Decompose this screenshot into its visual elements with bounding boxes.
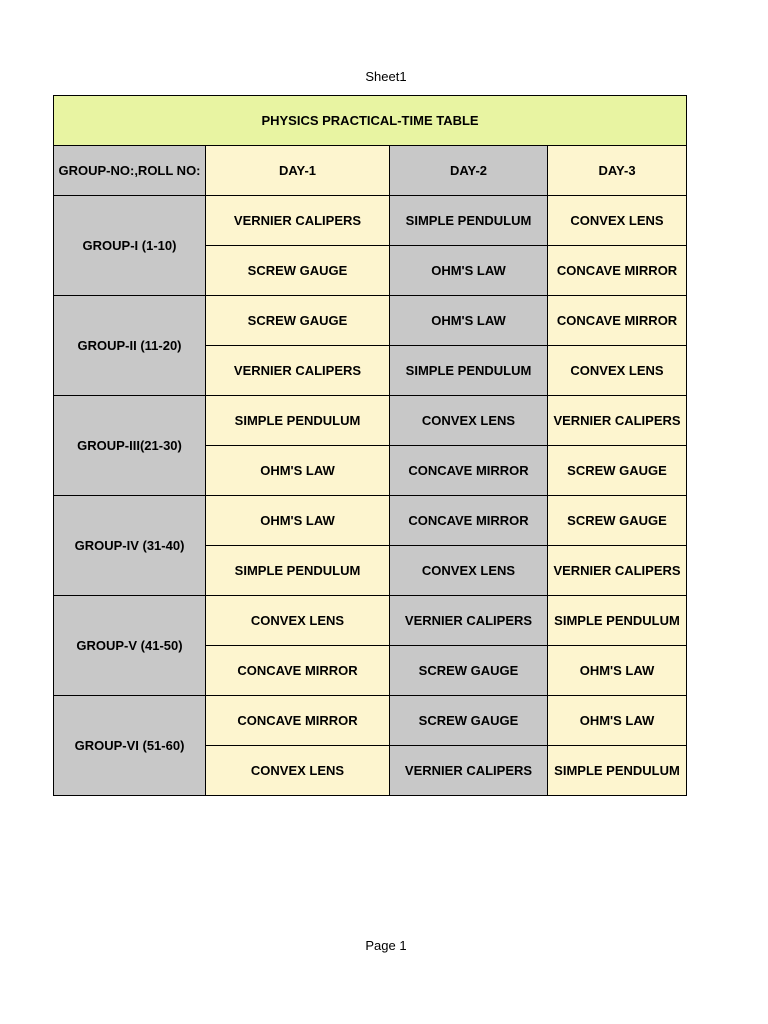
table-title: PHYSICS PRACTICAL-TIME TABLE xyxy=(54,96,687,146)
experiment-cell-day-1: OHM'S LAW xyxy=(206,496,390,546)
experiment-cell-day-3: CONCAVE MIRROR xyxy=(548,246,687,296)
table-row xyxy=(54,396,687,446)
table-row xyxy=(54,596,687,646)
experiment-cell-day-3: VERNIER CALIPERS xyxy=(548,396,687,446)
timetable-body xyxy=(54,96,687,796)
experiment-cell-day-2: SCREW GAUGE xyxy=(390,696,548,746)
experiment-cell-day-1: VERNIER CALIPERS xyxy=(206,346,390,396)
header-row xyxy=(54,146,687,196)
experiment-cell-day-2: CONCAVE MIRROR xyxy=(390,496,548,546)
experiment-cell-day-3: OHM'S LAW xyxy=(548,646,687,696)
group-label: GROUP-IV (31-40) xyxy=(54,496,206,596)
experiment-cell-day-3: CONCAVE MIRROR xyxy=(548,296,687,346)
experiment-cell-day-2: SIMPLE PENDULUM xyxy=(390,196,548,246)
experiment-cell-day-3: OHM'S LAW xyxy=(548,696,687,746)
experiment-cell-day-2: CONVEX LENS xyxy=(390,396,548,446)
experiment-cell-day-3: CONVEX LENS xyxy=(548,196,687,246)
group-label: GROUP-V (41-50) xyxy=(54,596,206,696)
column-header-day-1: DAY-1 xyxy=(206,146,390,196)
experiment-cell-day-1: CONVEX LENS xyxy=(206,746,390,796)
column-header-day-2: DAY-2 xyxy=(390,146,548,196)
experiment-cell-day-1: CONCAVE MIRROR xyxy=(206,696,390,746)
group-label: GROUP-III(21-30) xyxy=(54,396,206,496)
experiment-cell-day-2: OHM'S LAW xyxy=(390,296,548,346)
experiment-cell-day-3: SIMPLE PENDULUM xyxy=(548,596,687,646)
experiment-cell-day-1: SCREW GAUGE xyxy=(206,296,390,346)
table-row xyxy=(54,296,687,346)
experiment-cell-day-1: CONCAVE MIRROR xyxy=(206,646,390,696)
experiment-cell-day-1: CONVEX LENS xyxy=(206,596,390,646)
column-header-day-3: DAY-3 xyxy=(548,146,687,196)
timetable xyxy=(53,95,687,796)
title-row xyxy=(54,96,687,146)
sheet-name: Sheet1 xyxy=(365,69,407,84)
group-label: GROUP-I (1-10) xyxy=(54,196,206,296)
table-row xyxy=(54,496,687,546)
table-row xyxy=(54,196,687,246)
experiment-cell-day-2: CONVEX LENS xyxy=(390,546,548,596)
experiment-cell-day-2: CONCAVE MIRROR xyxy=(390,446,548,496)
experiment-cell-day-3: CONVEX LENS xyxy=(548,346,687,396)
page-footer: Page 1 xyxy=(365,938,407,953)
experiment-cell-day-1: OHM'S LAW xyxy=(206,446,390,496)
experiment-cell-day-2: VERNIER CALIPERS xyxy=(390,746,548,796)
experiment-cell-day-3: SIMPLE PENDULUM xyxy=(548,746,687,796)
experiment-cell-day-3: VERNIER CALIPERS xyxy=(548,546,687,596)
experiment-cell-day-1: SCREW GAUGE xyxy=(206,246,390,296)
experiment-cell-day-1: SIMPLE PENDULUM xyxy=(206,396,390,446)
table-row xyxy=(54,696,687,746)
group-label: GROUP-II (11-20) xyxy=(54,296,206,396)
experiment-cell-day-3: SCREW GAUGE xyxy=(548,446,687,496)
experiment-cell-day-2: SIMPLE PENDULUM xyxy=(390,346,548,396)
experiment-cell-day-2: OHM'S LAW xyxy=(390,246,548,296)
experiment-cell-day-2: SCREW GAUGE xyxy=(390,646,548,696)
experiment-cell-day-1: SIMPLE PENDULUM xyxy=(206,546,390,596)
group-label: GROUP-VI (51-60) xyxy=(54,696,206,796)
experiment-cell-day-3: SCREW GAUGE xyxy=(548,496,687,546)
experiment-cell-day-2: VERNIER CALIPERS xyxy=(390,596,548,646)
experiment-cell-day-1: VERNIER CALIPERS xyxy=(206,196,390,246)
column-header-group: GROUP-NO:,ROLL NO: xyxy=(54,146,206,196)
